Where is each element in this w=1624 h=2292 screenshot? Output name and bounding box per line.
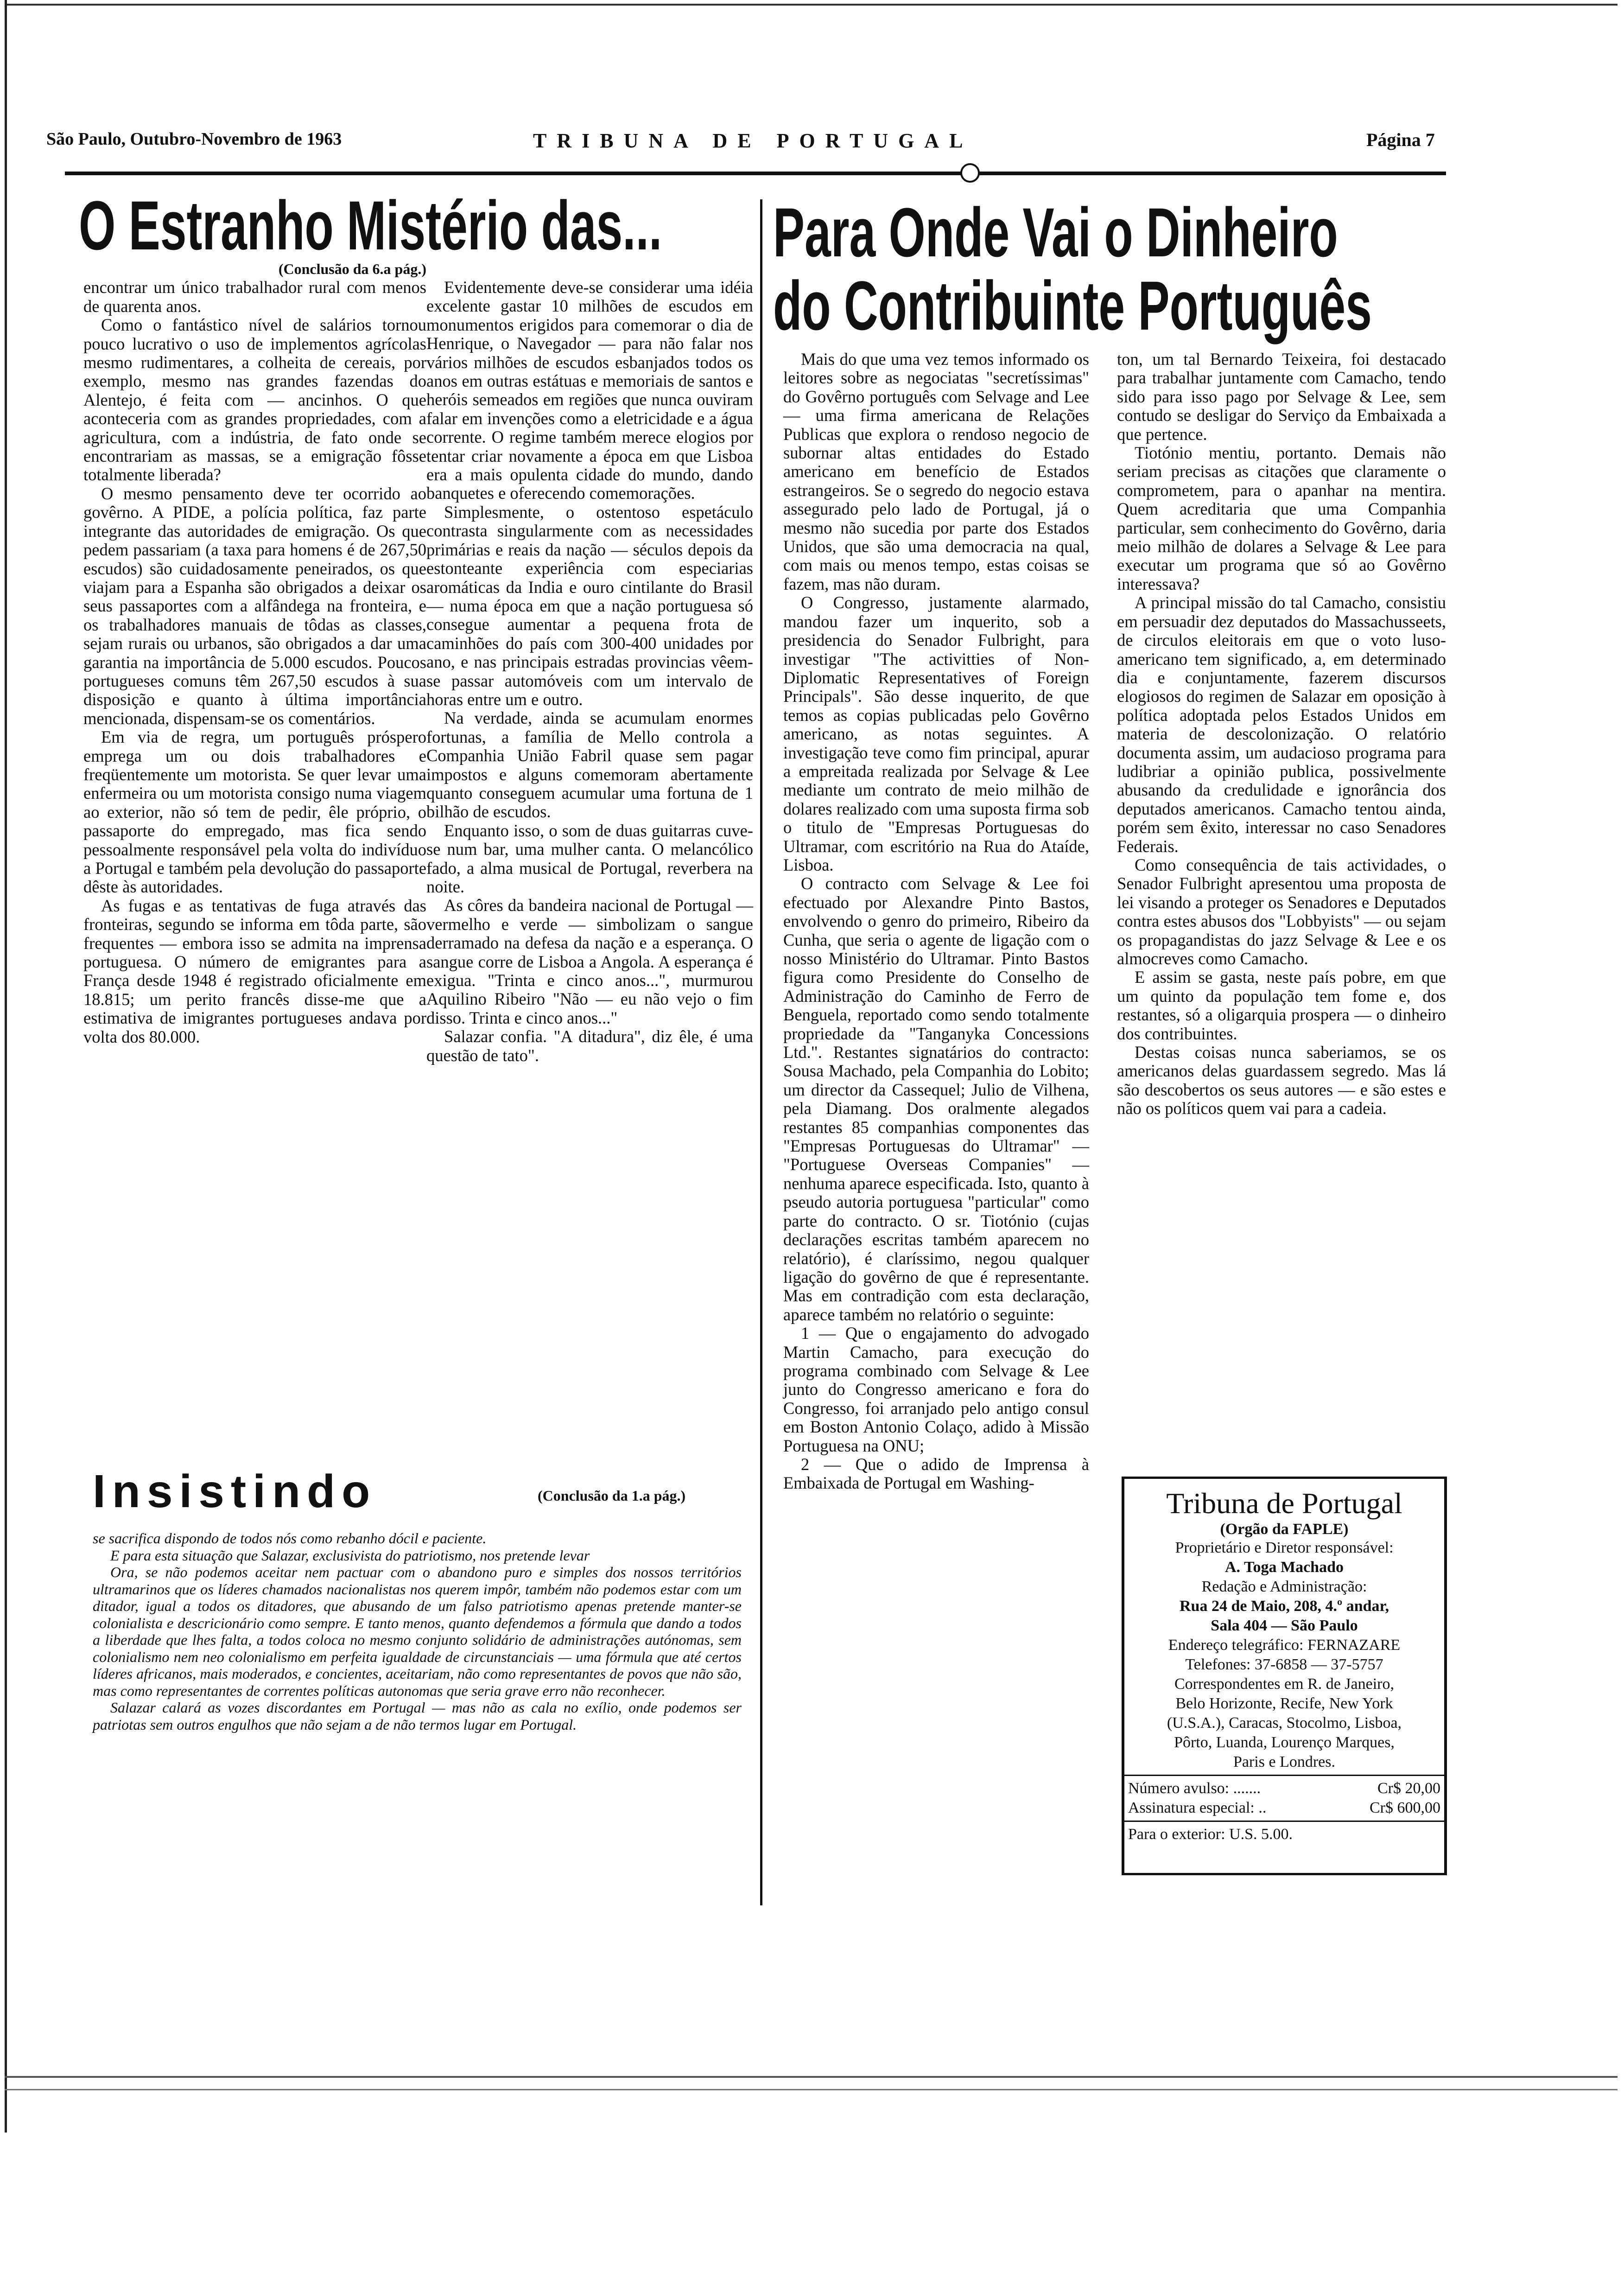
page-left-border	[5, 0, 7, 2133]
page-top-border	[5, 4, 1618, 6]
masthead-address-label: Redação e Administração:	[1201, 1578, 1367, 1595]
article1-paragraph: Na verdade, ainda se acumulam enormes fortunas, a família de Mello controla a Companhia União Fabril quase sem pagar impostos e alguns comemoram abertamente quanto conseguem acumular uma fortuna de 1 bilhão de escudos.	[426, 708, 753, 821]
masthead-subtitle: (Orgão da FAPLE)	[1220, 1521, 1349, 1538]
article1-paragraph: Salazar confia. "A ditadura", diz êle, é uma questão de tato".	[426, 1027, 753, 1065]
article1-continuation: (Conclusão da 6.a pág.)	[278, 261, 426, 277]
header-newspaper-name: TRIBUNA DE PORTUGAL	[533, 129, 973, 152]
article2-paragraph: Mais do que uma vez temos informado os leitores sobre as negociatas "secretíssimas" do Govêrno português com Selvage and Lee — uma firma americana de Relações Publicas que explora o rendoso negocio de subornar altas entidades do Estado americano em benefício de Estados estrangeiros. Se o segredo do negocio estava assegurado pelo lado de Portugal, já o mesmo não sucedia por parte dos Estados Unidos, que são uma democracia na qual, com mais ou menos tempo, estas coisas se fazem, mas não duram.	[783, 350, 1089, 593]
column-divider	[760, 199, 762, 1905]
masthead-address-line2: Sala 404 — São Paulo	[1211, 1617, 1358, 1634]
insistindo-paragraph: se sacrifica dispondo de todos nós como rebanho dócil e paciente.	[93, 1530, 487, 1547]
article2-paragraph: Tiotónio mentiu, portanto. Demais não seriam precisas as citações que claramente o comprometem, para o apanhar na mentira. Quem acreditaria que uma Companhia particular, sem conhecimento do Govêrno, daria meio milhão de dolares a Selvage & Lee para executar um programa que só ao Govêrno interessava?	[1117, 443, 1446, 593]
masthead-divider	[1124, 1821, 1444, 1822]
article2-paragraph: O contracto com Selvage & Lee foi efectuado por Alexandre Pinto Bastos, envolvendo o genro do primeiro, Ribeiro da Cunha, que seria o agente de ligação com o nosso Ministério do Ultramar. Pinto Bastos figura como Presidente do Conselho de Administração do Caminho de Ferro de Benguela, reportado como sendo totalmente propriedade da "Tanganyka Concessions Ltd.". Restantes signatários do contracto: Sousa Machado, pela Companhia do Lobito; um director da Cassequel; Julio de Vilhena, pela Diamang. Dos oralmente alegados restantes 85 companhias componentes das "Empresas Portuguesas do Ultramar" — "Portuguese Overseas Companies" — nenhuma aparece especificada. Isto, quanto à pseudo autoria portuguesa "particular" como parte do contracto. O sr. Tiotónio (cujas declarações escritas também aparecem no relatório), é claríssimo, negou qualquer ligação do govêrno de que é representante. Mas em contradição com esta declaração, aparece também no relatório o seguinte:	[783, 874, 1089, 1324]
article2-paragraph: 1 — Que o engajamento do advogado Martin Camacho, para execução do programa combinado com Selvage & Lee junto do Congresso americano e fora do Congresso, foi arranjado pelo antigo consul em Boston Antonio Colaço, adido à Missão Portuguesa na ONU;	[783, 1324, 1089, 1455]
footer-rule	[5, 2076, 1618, 2078]
article1-paragraph: Em via de regra, um português próspero emprega um ou dois trabalhadores e freqüentemente um motorista. Se quer levar uma enfermeira ou um motorista consigo numa viagem ao exterior, não só tem de pedir, êle próprio, o passaporte do empregado, mas fica sendo pessoalmente responsável pela volta do indivíduo a Portugal e também pela devolução do passaporte dêste às autoridades.	[83, 727, 426, 897]
article2-paragraph: Como consequência de tais actividades, o Senador Fulbright apresentou uma proposta de lei visando a proteger os Senadores e Deputados contra estes abusos dos "Lobbyists" — ou sejam os propagandistas do jazz Selvage & Lee e os almocreves como Camacho.	[1117, 855, 1446, 968]
article1-title: O Estranho Mistério das...	[79, 186, 662, 264]
article2-paragraph: O Congresso, justamente alarmado, mandou fazer um inquerito, sob a presidencia do Senador Fulbright, para investigar "The activitties of Non-Diplomatic Representatives of Foreign Principals". São desse inquerito, de que temos as copias publicadas pelo Govêrno americano, as notas seguintes. A investigação teve como fim principal, apurar a empreitada realizada por Selvage & Lee mediante um contrato de meio milhão de dolares realizado com uma suposta firma sob o titulo de "Empresas Portuguesas do Ultramar, com escritório na Rua do Ataíde, Lisboa.	[783, 593, 1089, 874]
masthead-correspondents: Belo Horizonte, Recife, New York	[1175, 1695, 1393, 1712]
masthead-subscription-row	[1124, 1798, 1444, 1818]
header-page-number: Página 7	[1366, 129, 1435, 150]
article2-paragraph: ton, um tal Bernardo Teixeira, foi destacado para trabalhar juntamente com Camacho, tendo sido para isso pago por Selvage & Lee, sem contudo se desligar do Serviço da Embaixada a que pertence.	[1117, 350, 1446, 444]
article1-paragraph: Enquanto isso, o som de duas guitarras cuve-se num bar, uma mulher canta. O melancólico fado, a alma musical de Portugal, reverbera na noite.	[426, 821, 753, 896]
article1-paragraph: Simplesmente, o ostentoso espetáculo contrasta singularmente com as necessidades primárias e reais da nação — séculos depois da estonteante experiência com especiarias aromáticas da India e ouro cintilante do Brasil — numa época em que a nação portuguesa só consegue aumentar a pequena frota de caminhões do país com 300-400 unidades por ano, e nas principais estradas provincias vêem-se passar automóveis com um intervalo de horas entre um e outro.	[426, 502, 753, 709]
insistindo-paragraph: Ora, se não podemos aceitar nem pactuar com o abandono puro e simples dos nossos territórios ultramarinos que os líderes chamados nacionalistas nos querem impôr, também não podemos estar com um ditador, igual a todos os ditadores, que abusando de um falso patriotismo apenas pretende manter-se colonialista e descricionário como sempre. E tanto menos, quanto defendemos a fórmula que dando a todos a liberdade que lhes falta, a todos coloca no mesmo conjunto solidário de administrações autónomas, sem colonialismo nem neo colonialismo em perfeita igualdade de circunstanciais — uma fórmula que até certos líderes africanos, mais moderados, e concientes, aceitariam, não como representantes de povos que não são, mas como representantes de correntes políticas autonomas que seria grave erro não reconhecer.	[93, 1564, 742, 1699]
article2-title-line1: Para Onde Vai o Dinheiro	[773, 193, 1338, 271]
header-rule-ornament	[960, 163, 980, 183]
masthead-single-price-row	[1124, 1779, 1444, 1798]
masthead-owner-label: Proprietário e Diretor responsável:	[1175, 1539, 1394, 1556]
insistindo-continuation: (Conclusão da 1.a pág.)	[538, 1487, 686, 1504]
article2-paragraph: E assim se gasta, neste país pobre, em que um quinto da população tem fome e, dos restantes, só a oligarquia prospera — o dinheiro dos contribuintes.	[1117, 968, 1446, 1043]
article1-paragraph: As fugas e as tentativas de fuga através das fronteiras, segundo se informa em tôda parte, são frequentes — embora isso se admita na imprensa portuguesa. O número de emigrantes para a França desde 1948 é registrado oficialmente em 18.815; um perito francês disse-me que a estimativa de imigrantes portugueses andava por volta dos 80.000.	[83, 896, 426, 1046]
masthead-box	[1122, 1477, 1447, 1875]
insistindo-title: Insistindo	[93, 1465, 377, 1517]
article2-column-1	[783, 350, 1089, 1493]
masthead-correspondents: (U.S.A.), Caracas, Stocolmo, Lisboa,	[1167, 1714, 1402, 1732]
article1-column-2	[426, 278, 753, 1065]
footer-rule-secondary	[5, 2089, 1618, 2090]
masthead-address-line1: Rua 24 de Maio, 208, 4.º andar,	[1179, 1598, 1389, 1615]
header-date: São Paulo, Outubro-Novembro de 1963	[46, 129, 342, 149]
article2-paragraph: 2 — Que o adido de Imprensa à Embaixada de Portugal em Washing-	[783, 1454, 1089, 1493]
masthead-single-label: Número avulso: .......	[1128, 1780, 1261, 1797]
masthead-correspondents: Paris e Londres.	[1233, 1753, 1335, 1770]
masthead-abroad-row	[1124, 1825, 1444, 1844]
masthead-correspondents: Correspondentes em R. de Janeiro,	[1174, 1675, 1394, 1693]
insistindo-body	[93, 1530, 742, 1733]
masthead-owner-name: A. Toga Machado	[1225, 1559, 1344, 1576]
masthead-correspondents: Pôrto, Luanda, Lourenço Marques,	[1174, 1734, 1395, 1751]
article1-paragraph: Como o fantástico nível de salários tornou pouco lucrativo o uso de implementos agrícolas mesmo rudimentares, a colheita de cereais, por exemplo, mesmo nas grandes fazendas do Alentejo, é feita com — ancinhos. O que aconteceria com as grandes propriedades, com a agricultura, com a indústria, de fato onde se encontrariam as massas, se a emigração fôsse totalmente liberada?	[83, 315, 426, 484]
article1-paragraph: O mesmo pensamento deve ter ocorrido ao govêrno. A PIDE, a polícia política, faz parte integrante das autoridades de emigração. Os que pedem passariam (a taxa para homens é de 267,50 escudos) são cuidadosamente peneirados, os que viajam para a Espanha são obrigados a deixar os seus passaportes com a alfândega na fronteira, e os trabalhadores manuais de tôdas as classes, sejam rurais ou urbanos, são obrigados a dar uma garantia na importância de 5.000 escudos. Poucos portugueses comuns têm 267,50 escudos à sua disposição e quanto à última importância mencionada, dispensam-se os comentários.	[83, 484, 426, 728]
masthead-title: Tribuna de Portugal	[1166, 1487, 1402, 1520]
article2-paragraph: Destas coisas nunca saberiamos, se os americanos delas guardassem segredo. Mas lá são descobertos os seus autores — e são estes e não os políticos quem vai para a cadeia.	[1117, 1043, 1446, 1118]
masthead-divider	[1124, 1775, 1444, 1776]
masthead-phones: Telefones: 37-6858 — 37-5757	[1185, 1656, 1383, 1673]
masthead-single-price: Cr$ 20,00	[1377, 1780, 1440, 1797]
article2-paragraph: A principal missão do tal Camacho, consistiu em persuadir dez deputados do Massachusseets, de circulos eleitorais em que o voto luso-americano tem significado, a, em determinado dia e conjuntamente, fazerem discursos elogiosos do regimen de Salazar em oposição à política adoptada pelos Estados Unidos em materia de descolonização. O relatório documenta assim, um audacioso programa para ludibriar a opinião publica, possivelmente abusando da credulidade e ignorância dos deputados americanos. Camacho tentou ainda, porém sem êxito, interessar no caso Senadores Federais.	[1117, 593, 1446, 856]
insistindo-paragraph: Salazar calará as vozes discordantes em Portugal — mas não as cala no exílio, onde podemos ser patriotas sem outros engulhos que não sejam a de não termos lugar em Portugal.	[93, 1699, 742, 1733]
article1-paragraph: encontrar um único trabalhador rural com menos de quarenta anos.	[83, 278, 426, 316]
masthead-abroad-price: Para o exterior: U.S. 5.00.	[1128, 1826, 1293, 1843]
article2-column-2	[1117, 350, 1446, 1118]
article1-column-1	[83, 260, 426, 1046]
masthead-subscription-price: Cr$ 600,00	[1370, 1799, 1440, 1816]
masthead-subscription-label: Assinatura especial: ..	[1128, 1799, 1267, 1816]
header-rule	[65, 172, 1446, 175]
article1-paragraph: As côres da bandeira nacional de Portugal — vermelho e verde — simbolizam o sangue derramado na defesa da nação e a esperança. O sangue corre de Lisboa a Angola. A esperança é exigua. "Trinta e cinco anos...", murmurou Aquilino Ribeiro "Não — eu não vejo o fim disso. Trinta e cinco anos..."	[426, 896, 753, 1027]
masthead-telegraph: Endereço telegráfico: FERNAZARE	[1168, 1636, 1401, 1654]
article1-paragraph: Evidentemente deve-se considerar uma idéia excelente gastar 10 milhões de escudos em monumentos erigidos para comemorar o dia de Henrique, o Navegador — para não falar nos vários milhões de escudos esbanjados todos os anos em outras estátuas e memoriais de santos e heróis semeados em regiões que nunca ouviram falar em invenções como a eletricidade e a água corrente. O regime também merece elogios por tentar criar novamente a época em que Lisboa era a mais opulenta cidade do mundo, dando banquetes e oferecendo comemorações.	[426, 278, 753, 503]
insistindo-paragraph: E para esta situação que Salazar, exclusivista do patriotismo, nos pretende levar	[110, 1547, 590, 1564]
article2-title-line2: do Contribuinte Português	[773, 267, 1372, 344]
